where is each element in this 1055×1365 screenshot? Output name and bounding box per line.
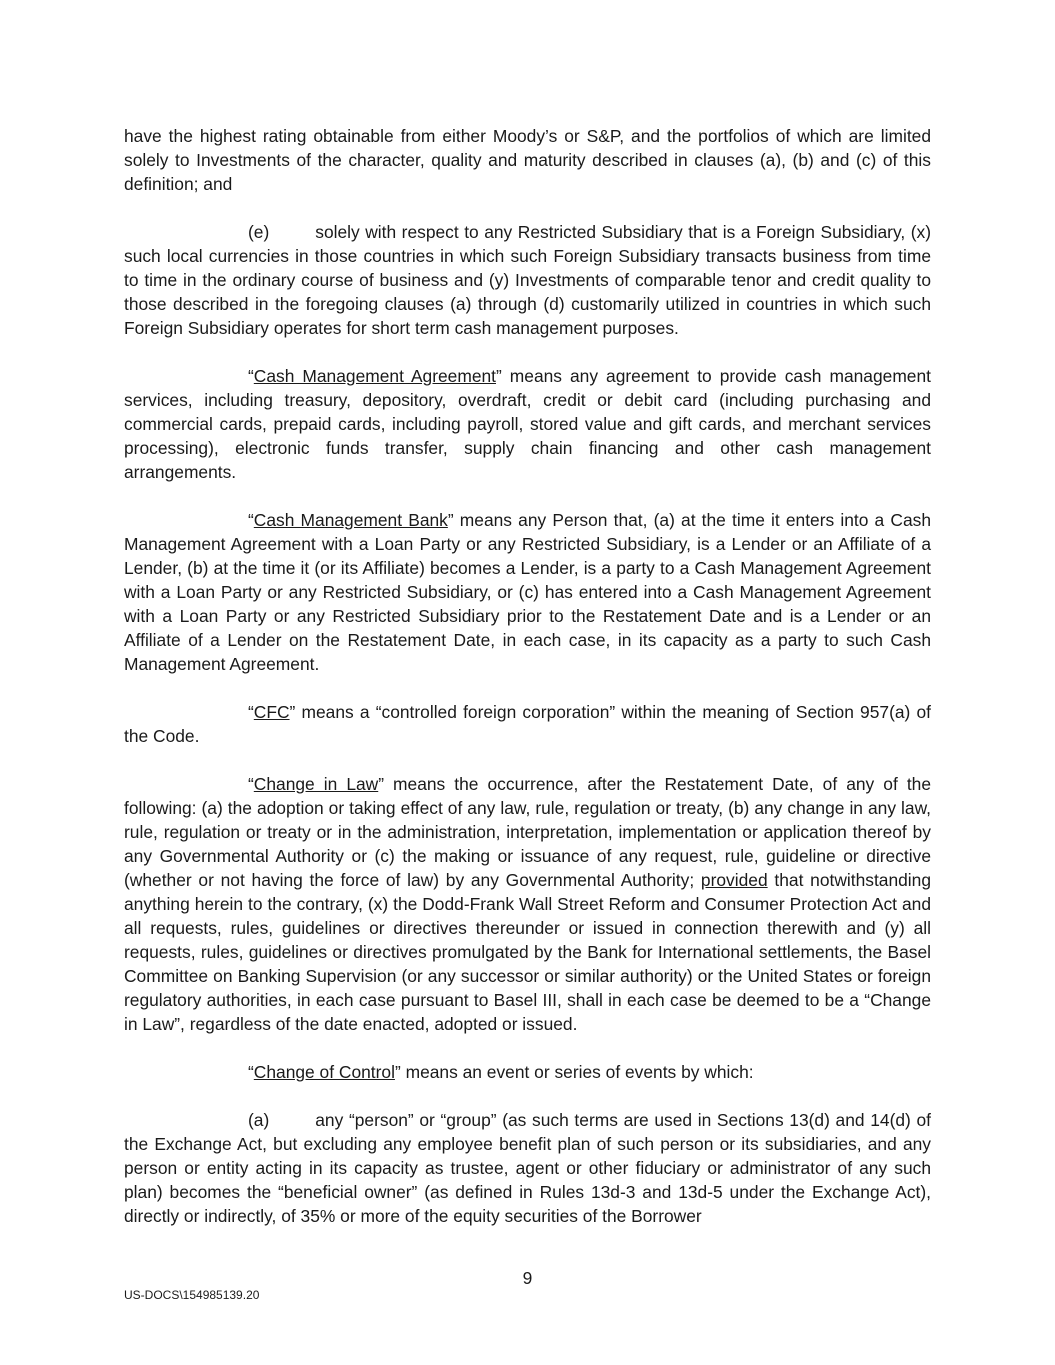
definition-text: ” means any agreement to provide cash management services, including treasury, depository, overdraft, credit or debit card (including purchasing and commercial cards, prepaid cards, including payroll, stored value and gift cards, and merchant services processing), electronic funds transfer, supply chain financing and other cash management arrangements.: [124, 366, 931, 482]
definition-text: ” means the occurrence, after the Restatement Date, of any of the following: (a) the adoption or taking effect of any law, rule, regulation or treaty, (b) any change in any law, rule, regulation or treaty or in the administration, interpretation, implementation or application thereof by any Governmental Authority or (c) the making or issuance of any request, rule, guideline or directive (whether or not having the force of law) by any Governmental Authority;: [124, 774, 931, 890]
clause-text: solely with respect to any Restricted Subsidiary that is a Foreign Subsidiary, (x) such local currencies in those countries in which such Foreign Subsidiary transacts business from time to time in the ordinary course of business and (y) Investments of comparable tenor and credit quality to those described in the foregoing clauses (a) through (d) customarily utilized in countries in which such Foreign Subsidiary operates for short term cash management purposes.: [124, 222, 931, 338]
proviso-term: provided: [700, 870, 768, 890]
clause-a: [124, 1108, 931, 1228]
definition-cash-management-bank: [124, 508, 931, 676]
defined-term: Cash Management Agreement: [253, 366, 497, 386]
definition-text-continued: that notwithstanding anything herein to the contrary, (x) the Dodd-Frank Wall Street Reform and Consumer Protection Act and all requests, rules, guidelines or directives thereunder or issued in connection therewith and (y) all requests, rules, guidelines or directives promulgated by the Bank for International settlements, the Basel Committee on Banking Supervision (or any successor or similar authority) or the United States or foreign regulatory authorities, in each case pursuant to Basel III, shall in each case be deemed to be a “Change in Law”, regardless of the date enacted, adopted or issued.: [124, 870, 931, 1034]
definition-text: ” means an event or series of events by which:: [394, 1062, 754, 1082]
definition-change-of-control: [124, 1060, 931, 1084]
defined-term: Cash Management Bank: [253, 510, 448, 530]
clause-label: (e): [248, 222, 270, 242]
clause-text: any “person” or “group” (as such terms are used in Sections 13(d) and 14(d) of the Exchange Act, but excluding any employee benefit plan of such person or its subsidiaries, and any person or entity acting in its capacity as trustee, agent or other fiduciary or administrator of any such plan) becomes the “beneficial owner” (as defined in Rules 13d-3 and 13d-5 under the Exchange Act), directly or indirectly, of 35% or more of the equity securities of the Borrower: [124, 1110, 931, 1226]
open-quote: “: [248, 774, 254, 794]
page-number: 9: [522, 1268, 533, 1288]
open-quote: “: [248, 1062, 254, 1082]
defined-term: CFC: [253, 702, 290, 722]
definition-cash-management-agreement: [124, 364, 931, 484]
clause-e: [124, 220, 931, 340]
definition-change-in-law: [124, 772, 931, 1036]
definition-cfc: [124, 700, 931, 748]
definition-text: ” means a “controlled foreign corporation” within the meaning of Section 957(a) of the Code.: [124, 702, 931, 746]
defined-term: Change in Law: [253, 774, 379, 794]
definition-text: ” means any Person that, (a) at the time it enters into a Cash Management Agreement with a Loan Party or any Restricted Subsidiary, is a Lender or an Affiliate of a Lender, (b) at the time it (or its Affiliate) becomes a Lender, is a party to a Cash Management Agreement with a Loan Party or any Restricted Subsidiary, or (c) has entered into a Cash Management Agreement with a Loan Party or any Restricted Subsidiary prior to the Restatement Date and is a Lender or an Affiliate of a Lender on the Restatement Date, in each case, in its capacity as a party to such Cash Management Agreement.: [124, 510, 931, 674]
document-body: [124, 124, 931, 1252]
paragraph-continuation: have the highest rating obtainable from either Moody’s or S&P, and the portfolios of which are limited solely to Investments of the character, quality and maturity described in clauses (a), (b) and (c) of this definition; and: [124, 126, 931, 194]
document-id: US-DOCS\154985139.20: [124, 1288, 260, 1302]
defined-term: Change of Control: [253, 1062, 395, 1082]
open-quote: “: [248, 366, 254, 386]
open-quote: “: [248, 510, 254, 530]
open-quote: “: [248, 702, 254, 722]
clause-label: (a): [248, 1110, 270, 1130]
